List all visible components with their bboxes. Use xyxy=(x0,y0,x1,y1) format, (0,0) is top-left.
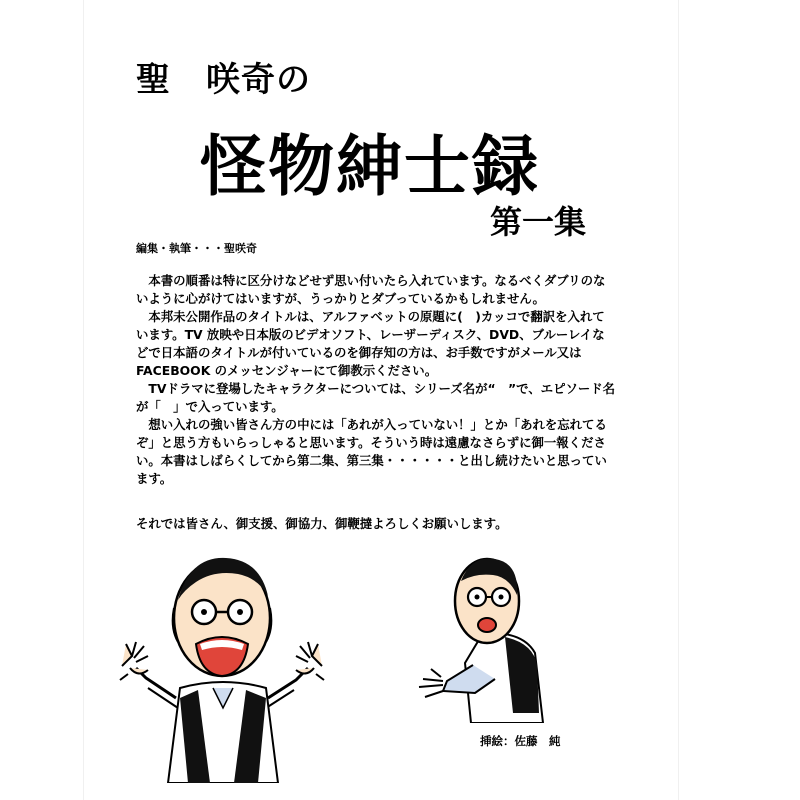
intro-paragraph: 想い入れの強い皆さん方の中には「あれが入っていない！」とか「あれを忘れてるぞ」と思う方もいらっしゃると思います。そういう時は遠慮なさらずに御一報ください。本書はしばらくしてから第二集、第三集・・・・・・と出し続けたいと思っています。 xyxy=(136,417,607,486)
caricature-excited-man xyxy=(118,548,328,783)
closing-line: それでは皆さん、御支援、御協力、御鞭撻よろしくお願いします。 xyxy=(136,516,508,531)
caricature-surprised-man xyxy=(413,553,548,723)
book-title: 怪物紳士録 xyxy=(200,128,540,205)
intro-paragraph: 本書の順番は特に区分けなどせず思い付いたら入れています。なるべくダブリのないように心がけてはいますが、うっかりとダブっているかもしれません。 xyxy=(136,273,606,306)
illustrator-credit: 挿絵：佐藤 純 xyxy=(480,734,561,748)
intro-text xyxy=(136,272,616,488)
intro-paragraph: 本邦未公開作品のタイトルは、アルファベットの原題に( )カッコで翻訳を入れています。TV 放映や日本版のビデオソフト、レーザーディスク、DVD、ブルーレイなどで日本語のタイトルが付いているのを御存知の方は、お手数ですがメール又は FACEBOOK のメッセンジャーにて御教示ください。 xyxy=(136,309,605,378)
pointing-hand xyxy=(419,669,443,697)
intro-paragraph: TVドラマに登場したキャラクターについては、シリーズ名が“ ”で、エピソード名が「 」で入っています。 xyxy=(136,381,616,414)
editor-credit: 編集・執筆・・・聖咲奇 xyxy=(136,242,257,255)
author-line: 聖 咲奇の xyxy=(136,60,311,100)
volume-label: 第一集 xyxy=(490,203,587,241)
